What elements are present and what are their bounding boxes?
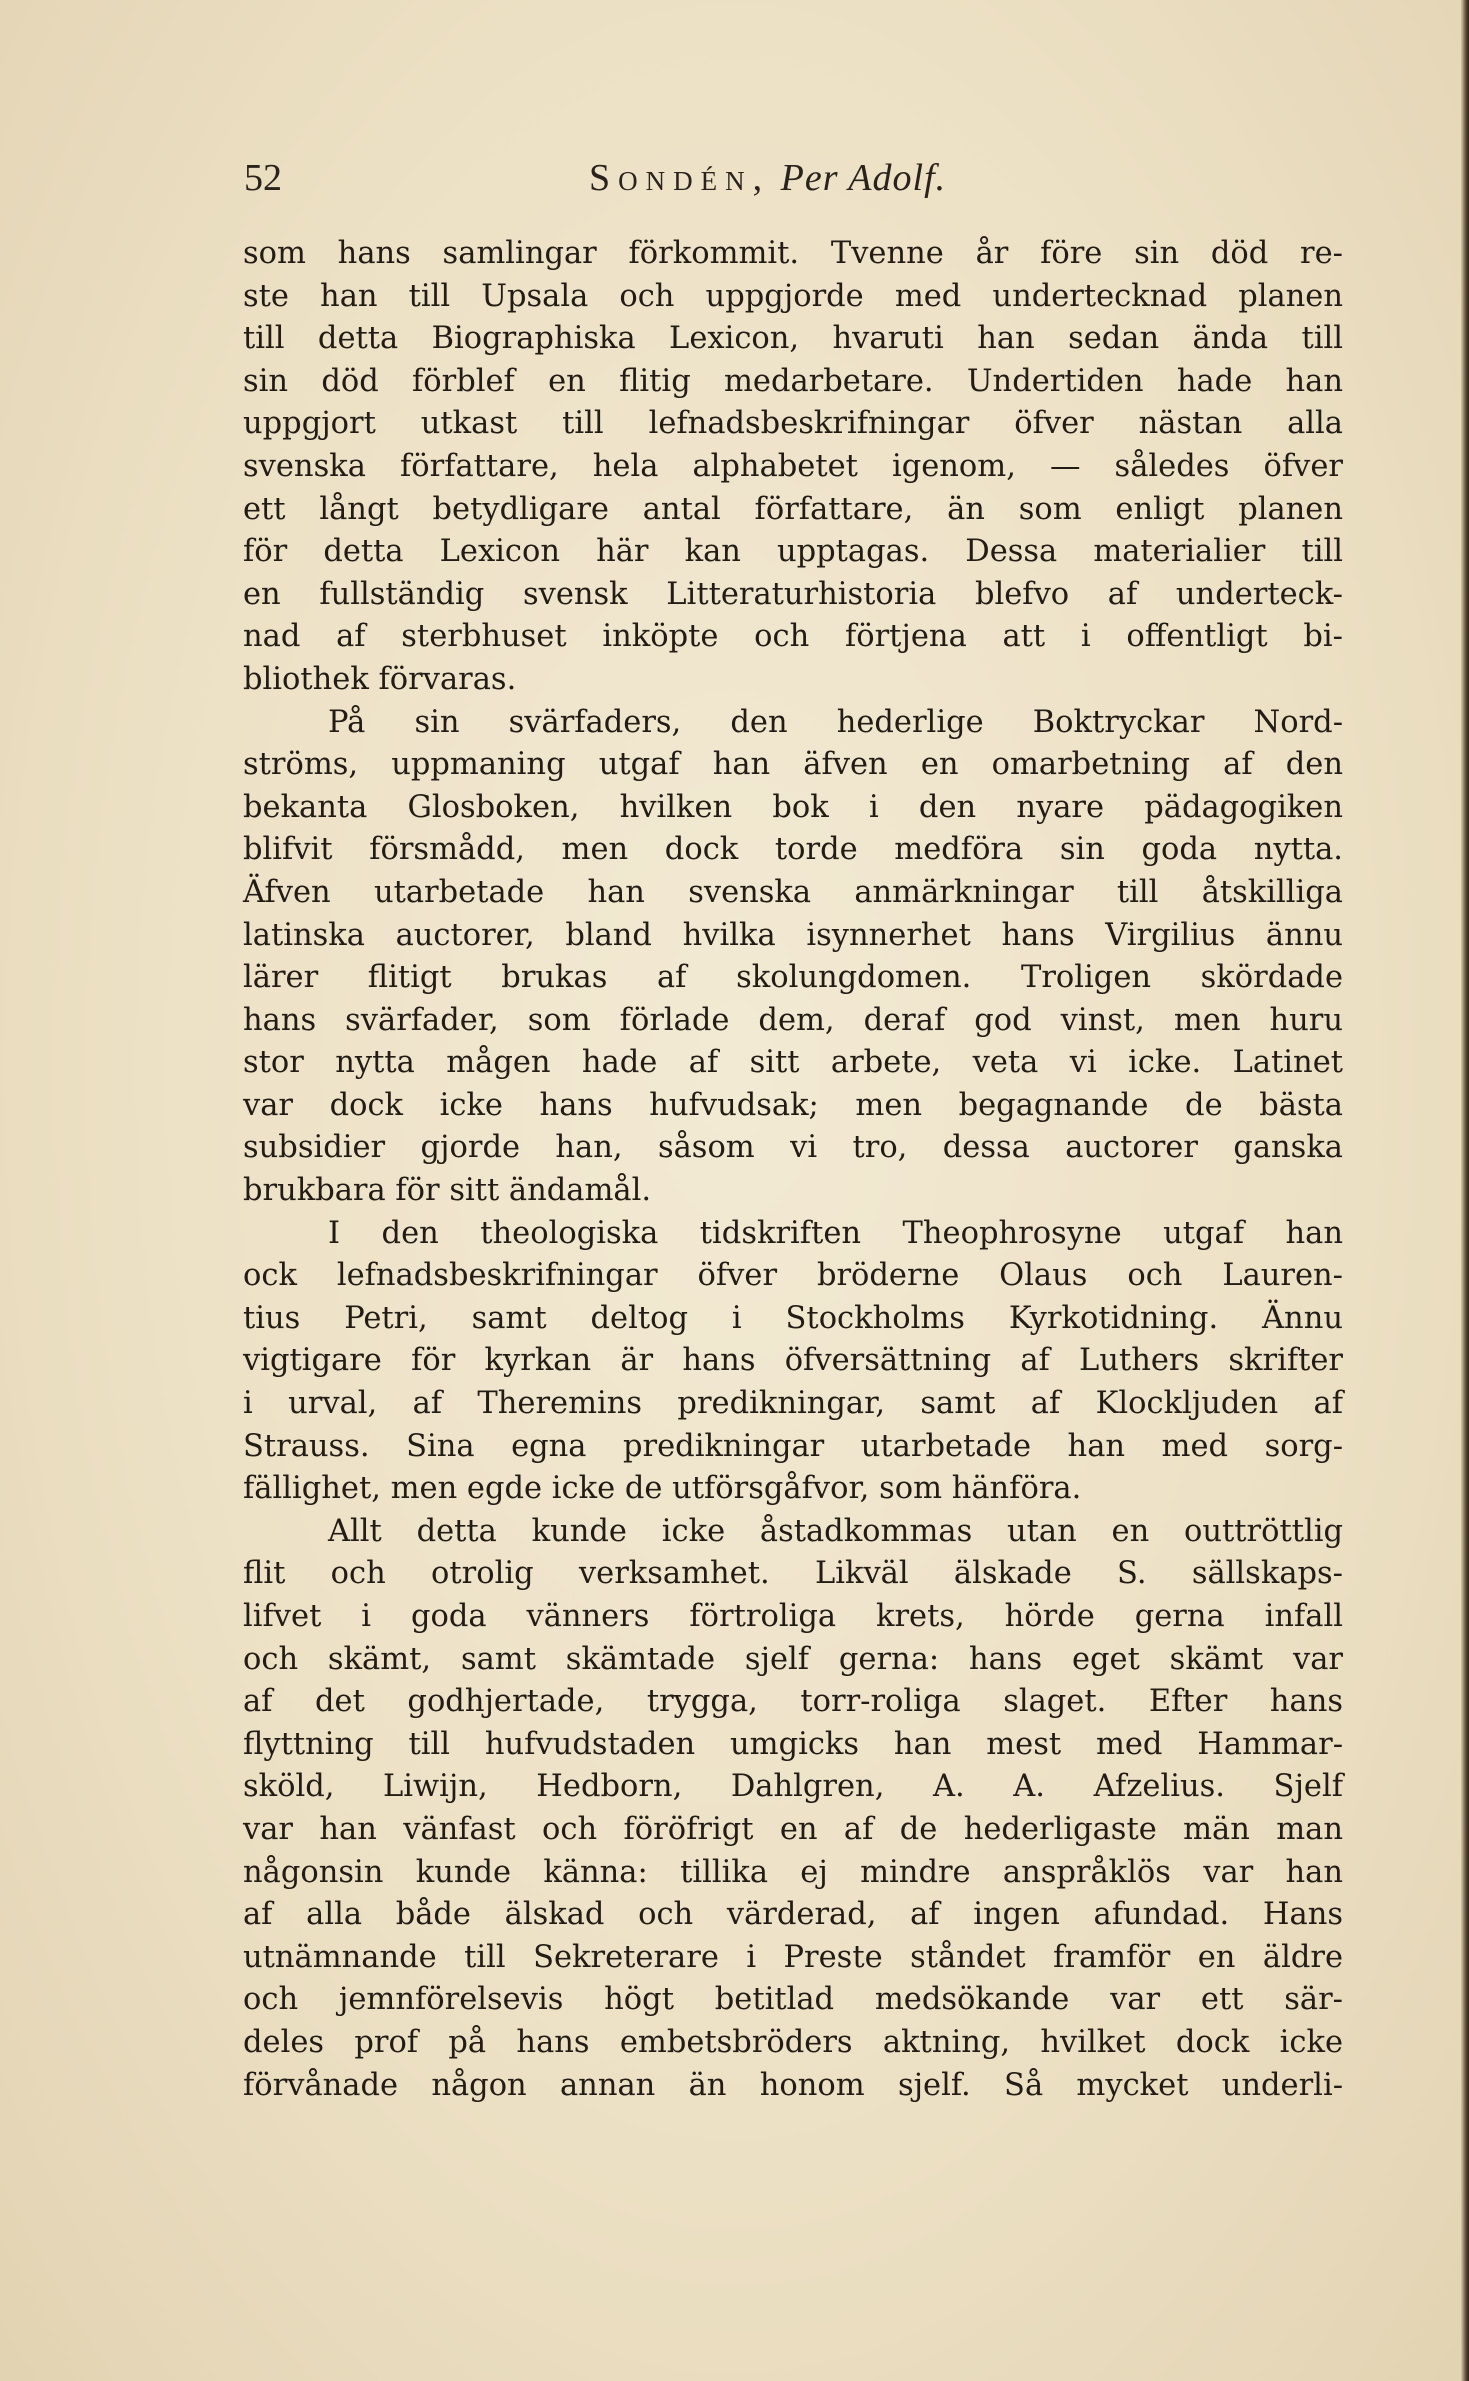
text-line: sköld, Liwijn, Hedborn, Dahlgren, A. A. Afzelius. Sjelf bbox=[243, 1769, 1343, 1805]
text-line: Äfven utarbetade han svenska anmärkningar till åtskilliga bbox=[243, 874, 1343, 910]
text-line: nad af sterbhuset inköpte och förtjena att i offentligt bi- bbox=[243, 619, 1343, 655]
text-line: flit och otrolig verksamhet. Likväl älskade S. sällskaps- bbox=[243, 1556, 1343, 1592]
page-number: 52 bbox=[244, 157, 282, 199]
running-head-given-names: Per Adolf. bbox=[780, 157, 947, 199]
text-line: i urval, af Theremins predikningar, samt af Klockljuden af bbox=[243, 1386, 1343, 1422]
text-line: blifvit försmådd, men dock torde medföra sin goda nytta. bbox=[243, 832, 1343, 868]
text-line: svenska författare, hela alphabetet igenom, — således öfver bbox=[243, 448, 1343, 484]
text-line: en fullständig svensk Litteraturhistoria blefvo af underteck- bbox=[243, 576, 1343, 612]
page-edge bbox=[1461, 0, 1469, 2381]
text-line: var han vänfast och föröfrigt en af de hederligaste män man bbox=[243, 1811, 1343, 1847]
text-line: och jemnförelsevis högt betitlad medsökande var ett sär- bbox=[243, 1982, 1343, 2018]
text-line: var dock icke hans hufvudsak; men begagnande de bästa bbox=[243, 1087, 1343, 1123]
text-line: ströms, uppmaning utgaf han äfven en omarbetning af den bbox=[243, 747, 1343, 783]
text-line: latinska auctorer, bland hvilka isynnerhet hans Virgilius ännu bbox=[243, 917, 1343, 953]
text-line: sin död förblef en flitig medarbetare. Undertiden hade han bbox=[243, 363, 1343, 399]
body-text bbox=[243, 233, 1343, 2107]
text-line: lifvet i goda vänners förtroliga krets, hörde gerna infall bbox=[243, 1599, 1343, 1634]
text-line: af det godhjertade, trygga, torr-roliga slaget. Efter hans bbox=[243, 1684, 1343, 1720]
text-line: fällighet, men egde icke de utförsgåfvor, som hänföra. bbox=[243, 1471, 1082, 1507]
text-line: vigtigare för kyrkan är hans öfversättning af Luthers skrifter bbox=[243, 1343, 1343, 1379]
text-line: af alla både älskad och värderad, af ingen afundad. Hans bbox=[243, 1897, 1343, 1933]
text-line: bliothek förvaras. bbox=[243, 661, 517, 697]
text-line: hans svärfader, som förlade dem, deraf god vinst, men huru bbox=[243, 1002, 1343, 1038]
text-line: deles prof på hans embetsbröders aktning, hvilket dock icke bbox=[243, 2024, 1343, 2060]
running-head bbox=[589, 156, 946, 200]
text-line: I den theologiska tidskriften Theophrosyne utgaf han bbox=[328, 1215, 1343, 1251]
running-head-name: Sondén, bbox=[589, 157, 771, 199]
text-line: och skämt, samt skämtade sjelf gerna: hans eget skämt var bbox=[243, 1641, 1343, 1677]
text-line: Allt detta kunde icke åstadkommas utan en outtröttlig bbox=[328, 1513, 1343, 1549]
text-line: lärer flitigt brukas af skolungdomen. Troligen skördade bbox=[243, 960, 1343, 996]
text-line: ste han till Upsala och uppgjorde med undertecknad planen bbox=[243, 278, 1343, 314]
text-line: brukbara för sitt ändamål. bbox=[243, 1173, 652, 1209]
text-line: subsidier gjorde han, såsom vi tro, dessa auctorer ganska bbox=[243, 1130, 1343, 1166]
text-line: ett långt betydligare antal författare, än som enligt planen bbox=[243, 491, 1343, 527]
text-line: stor nytta mågen hade af sitt arbete, veta vi icke. Latinet bbox=[243, 1045, 1343, 1081]
text-line: Strauss. Sina egna predikningar utarbetade han med sorg- bbox=[243, 1428, 1343, 1464]
text-line: förvånade någon annan än honom sjelf. Så mycket underli- bbox=[243, 2067, 1343, 2103]
page-header bbox=[244, 150, 1344, 210]
text-line: bekanta Glosboken, hvilken bok i den nyare pädagogiken bbox=[243, 789, 1343, 825]
text-line: uppgjort utkast till lefnadsbeskrifningar öfver nästan alla bbox=[243, 406, 1343, 442]
text-line: flyttning till hufvudstaden umgicks han mest med Hammar- bbox=[243, 1726, 1343, 1762]
text-line: till detta Biographiska Lexicon, hvaruti han sedan ända till bbox=[243, 321, 1343, 357]
text-line: som hans samlingar förkommit. Tvenne år före sin död re- bbox=[243, 236, 1343, 271]
text-line: ock lefnadsbeskrifningar öfver bröderne Olaus och Lauren- bbox=[243, 1258, 1343, 1294]
text-line: någonsin kunde känna: tillika ej mindre anspråklös var han bbox=[243, 1854, 1343, 1890]
text-line: På sin svärfaders, den hederlige Boktryckar Nord- bbox=[328, 704, 1343, 740]
text-line: för detta Lexicon här kan upptagas. Dessa materialier till bbox=[243, 534, 1343, 570]
text-line: utnämnande till Sekreterare i Preste ståndet framför en äldre bbox=[243, 1939, 1343, 1975]
text-line: tius Petri, samt deltog i Stockholms Kyrkotidning. Ännu bbox=[243, 1300, 1343, 1336]
